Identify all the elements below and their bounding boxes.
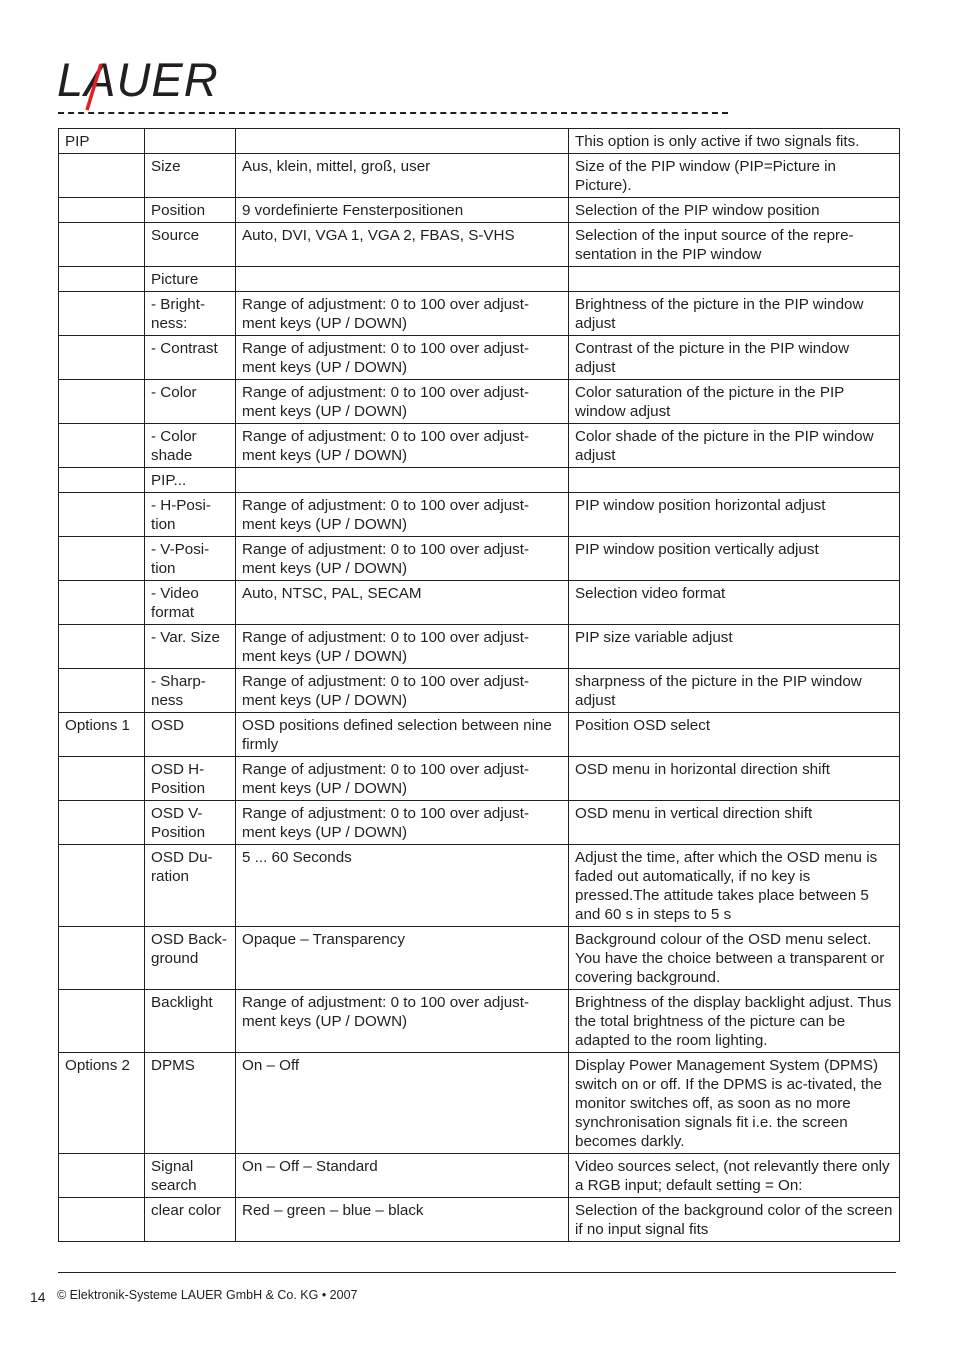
lauer-logo	[57, 52, 242, 114]
table-cell-range: 5 ... 60 Seconds	[236, 845, 569, 927]
table-cell-range: Aus, klein, mittel, groß, user	[236, 154, 569, 198]
table-cell-description: PIP window position vertically adjust	[569, 537, 900, 581]
settings-table-body	[59, 129, 900, 1242]
table-row	[59, 581, 900, 625]
table-row	[59, 493, 900, 537]
table-cell-description: Selection of the background color of the screen if no input signal fits	[569, 1198, 900, 1242]
table-cell-menu: PIP	[59, 129, 145, 154]
table-cell-range	[236, 129, 569, 154]
table-cell-description	[569, 267, 900, 292]
table-cell-item: Backlight	[145, 990, 236, 1053]
table-cell-item: OSD Back-ground	[145, 927, 236, 990]
table-cell-range: 9 vordefinierte Fensterpositionen	[236, 198, 569, 223]
page-number: 14	[30, 1289, 46, 1305]
table-cell-range: Range of adjustment: 0 to 100 over adjust-ment keys (UP / DOWN)	[236, 669, 569, 713]
table-cell-description: PIP size variable adjust	[569, 625, 900, 669]
table-cell-item	[145, 129, 236, 154]
table-cell-menu	[59, 1154, 145, 1198]
table-cell-item: OSD H-Position	[145, 757, 236, 801]
table-cell-range	[236, 267, 569, 292]
table-cell-menu	[59, 267, 145, 292]
table-cell-menu	[59, 336, 145, 380]
settings-table	[58, 128, 900, 1242]
table-row	[59, 669, 900, 713]
table-cell-range: Range of adjustment: 0 to 100 over adjust-ment keys (UP / DOWN)	[236, 292, 569, 336]
table-cell-description: Selection of the PIP window position	[569, 198, 900, 223]
table-cell-description	[569, 468, 900, 493]
table-cell-range: Auto, NTSC, PAL, SECAM	[236, 581, 569, 625]
table-cell-range: Range of adjustment: 0 to 100 over adjust-ment keys (UP / DOWN)	[236, 990, 569, 1053]
table-cell-description: Video sources select, (not relevantly there only a RGB input; default setting = On:	[569, 1154, 900, 1198]
table-cell-menu: Options 2	[59, 1053, 145, 1154]
table-cell-menu	[59, 468, 145, 493]
table-cell-item: OSD Du-ration	[145, 845, 236, 927]
table-cell-menu	[59, 198, 145, 223]
table-cell-description: Size of the PIP window (PIP=Picture in Picture).	[569, 154, 900, 198]
table-cell-range: Range of adjustment: 0 to 100 over adjust-ment keys (UP / DOWN)	[236, 380, 569, 424]
table-row	[59, 801, 900, 845]
table-cell-menu	[59, 757, 145, 801]
table-cell-item: Size	[145, 154, 236, 198]
table-cell-description: Display Power Management System (DPMS) switch on or off. If the DPMS is ac-tivated, the monitor switches off, as soon as no more synchronisation signals fit i.e. the screen becomes darkly.	[569, 1053, 900, 1154]
table-cell-item: Picture	[145, 267, 236, 292]
table-cell-description: Background colour of the OSD menu select. You have the choice between a transparent or covering background.	[569, 927, 900, 990]
table-cell-range: Range of adjustment: 0 to 100 over adjust-ment keys (UP / DOWN)	[236, 757, 569, 801]
table-cell-range: On – Off	[236, 1053, 569, 1154]
table-cell-range: On – Off – Standard	[236, 1154, 569, 1198]
table-cell-item: OSD	[145, 713, 236, 757]
table-row	[59, 129, 900, 154]
table-cell-menu	[59, 154, 145, 198]
table-cell-description: sharpness of the picture in the PIP window adjust	[569, 669, 900, 713]
table-cell-description: Brightness of the picture in the PIP window adjust	[569, 292, 900, 336]
logo-wordmark: LAUER	[57, 53, 219, 106]
table-cell-item: - H-Posi-tion	[145, 493, 236, 537]
table-row	[59, 336, 900, 380]
table-cell-item: - Sharp-ness	[145, 669, 236, 713]
table-cell-menu	[59, 493, 145, 537]
table-cell-description: Adjust the time, after which the OSD menu is faded out automatically, if no key is pressed.The attitude takes place between 5 and 60 s in steps to 5 s	[569, 845, 900, 927]
table-row	[59, 537, 900, 581]
table-cell-menu	[59, 669, 145, 713]
table-cell-description: Color saturation of the picture in the PIP window adjust	[569, 380, 900, 424]
table-cell-menu	[59, 927, 145, 990]
table-cell-item: - Color shade	[145, 424, 236, 468]
table-cell-item: - Contrast	[145, 336, 236, 380]
table-cell-range: Red – green – blue – black	[236, 1198, 569, 1242]
table-cell-range: Range of adjustment: 0 to 100 over adjust-ment keys (UP / DOWN)	[236, 493, 569, 537]
table-cell-menu: Options 1	[59, 713, 145, 757]
table-cell-item: Signal search	[145, 1154, 236, 1198]
table-cell-menu	[59, 223, 145, 267]
table-cell-item: PIP...	[145, 468, 236, 493]
table-row	[59, 292, 900, 336]
table-row	[59, 927, 900, 990]
table-cell-item: Source	[145, 223, 236, 267]
table-cell-description: Selection video format	[569, 581, 900, 625]
table-row	[59, 198, 900, 223]
table-cell-menu	[59, 1198, 145, 1242]
table-row	[59, 468, 900, 493]
table-cell-item: OSD V-Position	[145, 801, 236, 845]
table-row	[59, 267, 900, 292]
table-cell-description: This option is only active if two signals fits.	[569, 129, 900, 154]
table-cell-description: OSD menu in vertical direction shift	[569, 801, 900, 845]
table-cell-menu	[59, 424, 145, 468]
table-cell-item: - V-Posi-tion	[145, 537, 236, 581]
table-cell-description: PIP window position horizontal adjust	[569, 493, 900, 537]
table-row	[59, 990, 900, 1053]
table-cell-description: Brightness of the display backlight adjust. Thus the total brightness of the picture can be adapted to the room lighting.	[569, 990, 900, 1053]
table-cell-description: Selection of the input source of the repre-sentation in the PIP window	[569, 223, 900, 267]
table-cell-item: - Color	[145, 380, 236, 424]
table-row	[59, 845, 900, 927]
table-cell-range: Range of adjustment: 0 to 100 over adjust-ment keys (UP / DOWN)	[236, 625, 569, 669]
footer-rule	[58, 1272, 896, 1273]
table-cell-description: Contrast of the picture in the PIP window adjust	[569, 336, 900, 380]
table-cell-description: Position OSD select	[569, 713, 900, 757]
table-cell-range: Range of adjustment: 0 to 100 over adjust-ment keys (UP / DOWN)	[236, 801, 569, 845]
table-cell-range: Auto, DVI, VGA 1, VGA 2, FBAS, S-VHS	[236, 223, 569, 267]
table-cell-menu	[59, 625, 145, 669]
table-cell-menu	[59, 581, 145, 625]
table-cell-range: OSD positions defined selection between nine firmly	[236, 713, 569, 757]
table-row	[59, 223, 900, 267]
table-cell-menu	[59, 537, 145, 581]
table-cell-range: Range of adjustment: 0 to 100 over adjust-ment keys (UP / DOWN)	[236, 336, 569, 380]
table-cell-menu	[59, 801, 145, 845]
table-cell-item: - Var. Size	[145, 625, 236, 669]
table-row	[59, 1154, 900, 1198]
table-cell-menu	[59, 845, 145, 927]
table-cell-item: Position	[145, 198, 236, 223]
table-cell-menu	[59, 380, 145, 424]
table-row	[59, 1053, 900, 1154]
table-row	[59, 424, 900, 468]
table-cell-menu	[59, 292, 145, 336]
table-cell-description: Color shade of the picture in the PIP window adjust	[569, 424, 900, 468]
table-cell-range	[236, 468, 569, 493]
table-row	[59, 757, 900, 801]
table-cell-range: Range of adjustment: 0 to 100 over adjust-ment keys (UP / DOWN)	[236, 424, 569, 468]
table-cell-range: Range of adjustment: 0 to 100 over adjust-ment keys (UP / DOWN)	[236, 537, 569, 581]
table-cell-range: Opaque – Transparency	[236, 927, 569, 990]
table-cell-description: OSD menu in horizontal direction shift	[569, 757, 900, 801]
table-cell-item: - Bright-ness:	[145, 292, 236, 336]
table-cell-item: clear color	[145, 1198, 236, 1242]
table-row	[59, 713, 900, 757]
header-dashed-rule	[58, 112, 728, 114]
lauer-logo-mark	[57, 52, 242, 114]
table-cell-menu	[59, 990, 145, 1053]
table-row	[59, 380, 900, 424]
copyright-text: © Elektronik-Systeme LAUER GmbH & Co. KG • 2007	[57, 1288, 358, 1302]
table-cell-item: - Video format	[145, 581, 236, 625]
table-row	[59, 625, 900, 669]
table-row	[59, 154, 900, 198]
table-cell-item: DPMS	[145, 1053, 236, 1154]
table-row	[59, 1198, 900, 1242]
